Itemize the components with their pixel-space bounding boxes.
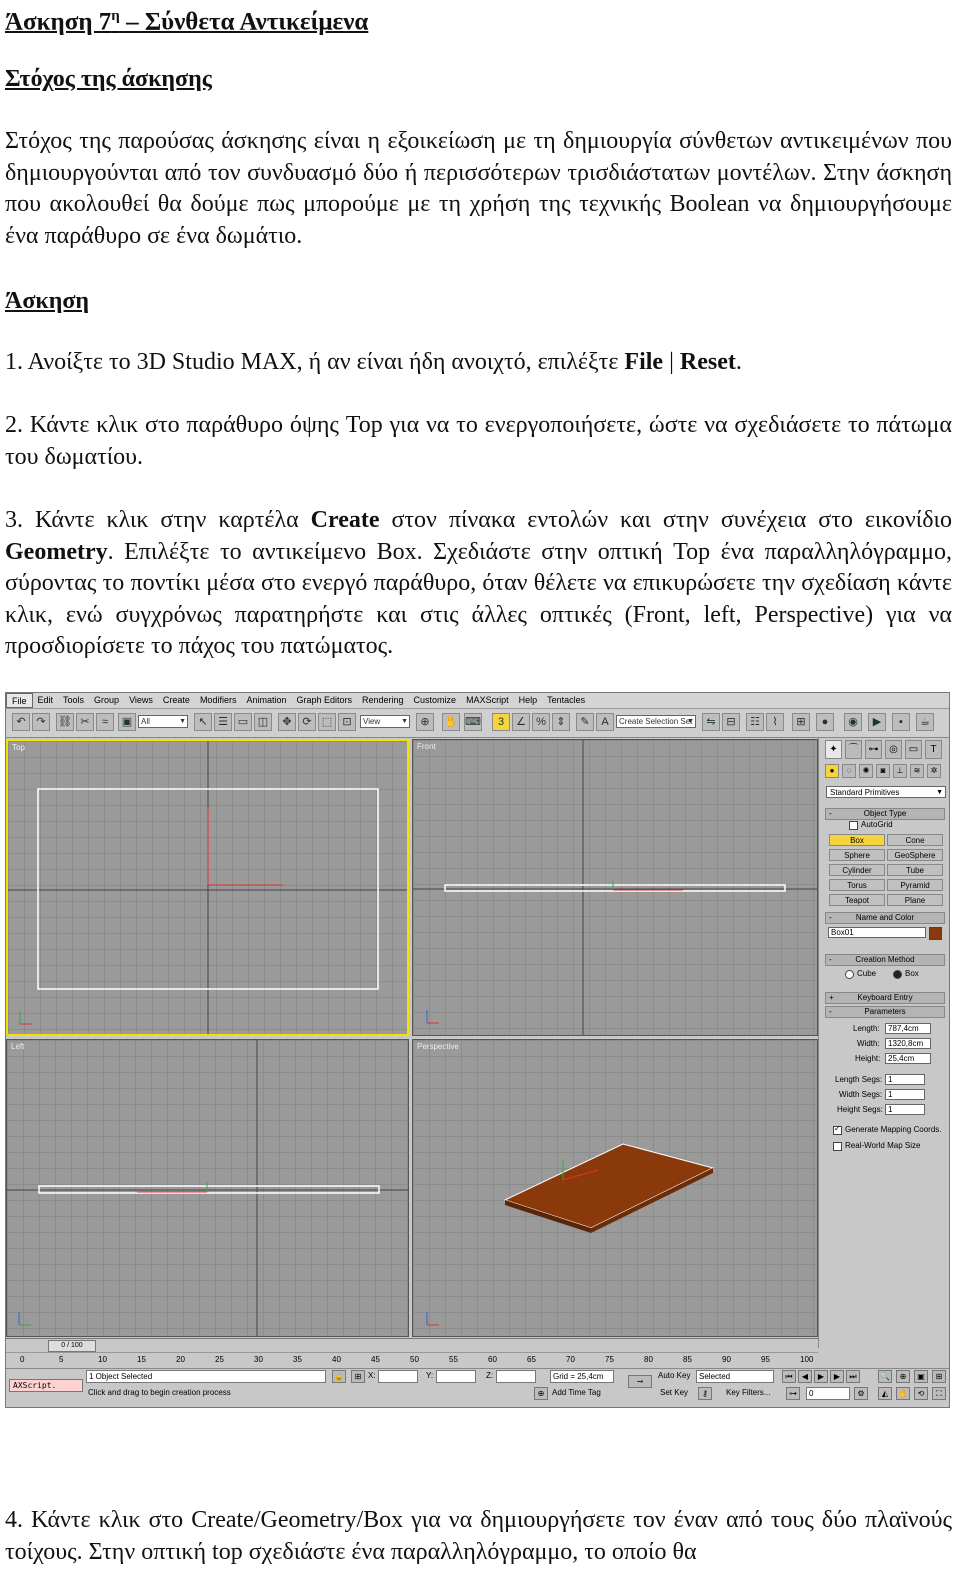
rotate-icon[interactable]: ⟳ bbox=[298, 713, 316, 731]
time-config-icon[interactable]: ⚙ bbox=[854, 1387, 868, 1400]
current-frame-field[interactable]: 0 bbox=[806, 1387, 850, 1400]
track-tick-25: 25 bbox=[215, 1355, 224, 1364]
parameters-label: Parameters bbox=[864, 1007, 906, 1016]
percent-snap-icon[interactable]: % bbox=[532, 713, 550, 731]
auto-key-label[interactable]: Auto Key bbox=[658, 1371, 691, 1380]
viewport-perspective-label: Perspective bbox=[417, 1042, 459, 1051]
cone-button[interactable]: Cone bbox=[887, 834, 943, 846]
add-time-tag-icon[interactable]: ⊕ bbox=[534, 1387, 548, 1400]
width-label: Width: bbox=[857, 1039, 880, 1048]
track-tick-20: 20 bbox=[176, 1355, 185, 1364]
command-panel-tabs bbox=[825, 740, 942, 762]
track-tick-100: 100 bbox=[800, 1355, 814, 1364]
transform-mode-icon[interactable]: ⊞ bbox=[351, 1370, 365, 1383]
grid-size-readout: Grid = 25,4cm bbox=[550, 1370, 614, 1383]
name-color-label: Name and Color bbox=[855, 913, 915, 922]
set-key-mode-icon[interactable]: ⊸ bbox=[628, 1375, 652, 1388]
lock-selection-icon[interactable]: 🔒 bbox=[332, 1370, 346, 1383]
track-tick-70: 70 bbox=[566, 1355, 575, 1364]
command-panel bbox=[818, 738, 950, 1348]
track-tick-95: 95 bbox=[761, 1355, 770, 1364]
primitive-category-dropdown[interactable]: Standard Primitives ▼ bbox=[826, 786, 946, 798]
viewport-left-drawing bbox=[7, 1040, 409, 1337]
render-scene-icon[interactable]: ◉ bbox=[844, 713, 862, 731]
z-label: Z: bbox=[486, 1371, 494, 1380]
select-object-icon[interactable]: ↖ bbox=[194, 713, 212, 731]
step-1-text: 1. Ανοίξτε το 3D Studio MAX, ή αν είναι ήδη ανοιχτό, επιλέξτε bbox=[5, 349, 625, 375]
sphere-button[interactable]: Sphere bbox=[829, 849, 885, 861]
pan-icon[interactable]: ✋ bbox=[896, 1387, 910, 1400]
max-screenshot bbox=[5, 692, 950, 1408]
z-coordinate-field[interactable] bbox=[496, 1370, 536, 1383]
lights-icon[interactable]: ✺ bbox=[859, 764, 873, 778]
menu-help[interactable]: Help bbox=[518, 695, 538, 705]
maxscript-listener[interactable]: AXScript. bbox=[9, 1379, 83, 1392]
viewport-top-drawing bbox=[8, 741, 409, 1036]
menu-create[interactable]: Create bbox=[162, 695, 190, 705]
real-world-label: Real-World Map Size bbox=[845, 1141, 921, 1150]
selection-filter-dropdown[interactable]: All ▼ bbox=[138, 715, 188, 728]
height-segs-label: Height Segs: bbox=[837, 1105, 883, 1114]
track-tick-55: 55 bbox=[449, 1355, 458, 1364]
create-category-icons bbox=[825, 764, 941, 778]
display-tab-icon[interactable]: ▭ bbox=[905, 740, 922, 759]
motion-tab-icon[interactable]: ◎ bbox=[885, 740, 902, 759]
menu-bar bbox=[6, 693, 949, 709]
zoom-extents-all-icon[interactable]: ⊞ bbox=[932, 1370, 946, 1383]
viewport-left-label: Left bbox=[11, 1042, 25, 1051]
autogrid-label: AutoGrid bbox=[861, 820, 893, 829]
exercise-heading: Άσκηση bbox=[5, 288, 90, 314]
keyboard-entry-rollout[interactable]: + Keyboard Entry bbox=[825, 992, 945, 1004]
play-icon[interactable]: ▶ bbox=[814, 1370, 828, 1383]
track-tick-85: 85 bbox=[683, 1355, 692, 1364]
name-color-rollout[interactable]: - Name and Color bbox=[825, 912, 945, 924]
track-tick-75: 75 bbox=[605, 1355, 614, 1364]
menu-maxscript[interactable]: MAXScript bbox=[466, 695, 509, 705]
title-superscript: η bbox=[111, 8, 120, 24]
spinner-snap-icon[interactable]: ⇕ bbox=[552, 713, 570, 731]
field-of-view-icon[interactable]: ◭ bbox=[878, 1387, 892, 1400]
height-field[interactable]: 25,4cm bbox=[885, 1053, 931, 1064]
track-tick-35: 35 bbox=[293, 1355, 302, 1364]
move-icon[interactable]: ✥ bbox=[278, 713, 296, 731]
real-world-checkbox[interactable] bbox=[833, 1142, 842, 1151]
length-label: Length: bbox=[853, 1024, 880, 1033]
menu-graph-editors[interactable]: Graph Editors bbox=[296, 695, 353, 705]
step-2: 2. Κάντε κλικ στο παράθυρο όψης Top για να το ενεργοποιήσετε, ώστε να σχεδιάσετε το πάτωμα του δωματίου. bbox=[5, 412, 952, 470]
layer-manager-icon[interactable]: ☷ bbox=[746, 713, 764, 731]
abc-icon[interactable]: A bbox=[596, 713, 614, 731]
viewport-perspective-drawing bbox=[413, 1040, 818, 1337]
modify-tab-icon[interactable]: ⌒ bbox=[845, 740, 862, 759]
menu-file[interactable]: File bbox=[6, 693, 33, 708]
geometry-icon[interactable]: ● bbox=[825, 764, 839, 778]
named-selection-dropdown[interactable]: Create Selection Set ▼ bbox=[616, 715, 696, 728]
tube-button[interactable]: Tube bbox=[887, 864, 943, 876]
x-coordinate-field[interactable] bbox=[378, 1370, 418, 1383]
prev-frame-icon[interactable]: ◀ bbox=[798, 1370, 812, 1383]
menu-modifiers[interactable]: Modifiers bbox=[199, 695, 237, 705]
link-icon[interactable]: ⛓ bbox=[56, 713, 74, 731]
viewport-top[interactable] bbox=[6, 739, 409, 1036]
y-coordinate-field[interactable] bbox=[436, 1370, 476, 1383]
viewport-top-label: Top bbox=[12, 743, 25, 752]
add-time-tag-label[interactable]: Add Time Tag bbox=[552, 1388, 601, 1397]
track-tick-40: 40 bbox=[332, 1355, 341, 1364]
viewport-front-label: Front bbox=[417, 742, 436, 751]
viewport-left[interactable] bbox=[6, 1039, 409, 1337]
bind-space-warp-icon[interactable]: ≈ bbox=[96, 713, 114, 731]
zoom-extents-icon[interactable]: ▣ bbox=[914, 1370, 928, 1383]
width-field[interactable]: 1320,8cm bbox=[885, 1038, 931, 1049]
unlink-icon[interactable]: ✂ bbox=[76, 713, 94, 731]
document-title bbox=[5, 0, 368, 38]
prompt-line: Click and drag to begin creation process bbox=[88, 1388, 231, 1397]
track-tick-65: 65 bbox=[527, 1355, 536, 1364]
width-segs-field[interactable]: 1 bbox=[885, 1089, 925, 1100]
viewport-perspective[interactable] bbox=[412, 1039, 818, 1337]
generate-mapping-label: Generate Mapping Coords. bbox=[845, 1125, 942, 1134]
track-tick-30: 30 bbox=[254, 1355, 263, 1364]
viewport-front-drawing bbox=[413, 740, 818, 1036]
select-icon[interactable]: ▣ bbox=[118, 713, 136, 731]
maximize-viewport-icon[interactable]: ⛶ bbox=[932, 1387, 946, 1400]
utilities-tab-icon[interactable]: T bbox=[925, 740, 942, 759]
goto-start-icon[interactable]: ⏮ bbox=[782, 1370, 796, 1383]
title-rest: – Σύνθετα Αντικείμενα bbox=[119, 8, 369, 36]
width-segs-label: Width Segs: bbox=[839, 1090, 883, 1099]
key-filters-label[interactable]: Key Filters... bbox=[726, 1388, 771, 1397]
goto-end-icon[interactable]: ⏭ bbox=[846, 1370, 860, 1383]
set-key-icon[interactable]: ⚷ bbox=[698, 1387, 712, 1400]
cameras-icon[interactable]: ◙ bbox=[876, 764, 890, 778]
render-frame-icon[interactable]: ▪ bbox=[892, 713, 910, 731]
menu-tools[interactable]: Tools bbox=[63, 695, 85, 705]
set-key-label[interactable]: Set Key bbox=[660, 1388, 689, 1397]
object-name-field[interactable]: Box01 bbox=[828, 927, 926, 938]
keyboard-entry-label: Keyboard Entry bbox=[857, 993, 913, 1002]
menu-group[interactable]: Group bbox=[94, 695, 120, 705]
track-tick-60: 60 bbox=[488, 1355, 497, 1364]
step-1-file: File bbox=[624, 349, 664, 375]
rect-selection-icon[interactable]: ▭ bbox=[234, 713, 252, 731]
creation-method-rollout[interactable]: - Creation Method bbox=[825, 954, 945, 966]
curve-editor-icon[interactable]: ⌇ bbox=[766, 713, 784, 731]
step-3 bbox=[5, 505, 952, 663]
keyboard-shortcut-icon[interactable]: ⌨ bbox=[464, 713, 482, 731]
mirror-icon[interactable]: ⇋ bbox=[702, 713, 720, 731]
track-tick-50: 50 bbox=[410, 1355, 419, 1364]
teapot-button[interactable]: Teapot bbox=[829, 894, 885, 906]
main-toolbar bbox=[6, 709, 949, 738]
menu-tentacles[interactable]: Tentacles bbox=[547, 695, 586, 705]
menu-animation[interactable]: Animation bbox=[246, 695, 287, 705]
track-tick-10: 10 bbox=[98, 1355, 107, 1364]
scale-icon[interactable]: ⬚ bbox=[318, 713, 336, 731]
quick-render-icon[interactable]: ▶ bbox=[868, 713, 886, 731]
systems-icon[interactable]: ✲ bbox=[927, 764, 941, 778]
parameters-rollout[interactable]: - Parameters bbox=[825, 1006, 945, 1018]
generate-mapping-checkbox[interactable] bbox=[833, 1126, 842, 1135]
window-crossing-icon[interactable]: ◫ bbox=[254, 713, 272, 731]
pyramid-button[interactable]: Pyramid bbox=[887, 879, 943, 891]
hierarchy-tab-icon[interactable]: ⊶ bbox=[865, 740, 882, 759]
edit-named-sel-icon[interactable]: ✎ bbox=[576, 713, 594, 731]
menu-views[interactable]: Views bbox=[129, 695, 153, 705]
squash-icon[interactable]: ⊡ bbox=[338, 713, 356, 731]
box-radio[interactable] bbox=[893, 970, 902, 979]
x-label: X: bbox=[368, 1371, 376, 1380]
track-bar[interactable] bbox=[6, 1352, 818, 1367]
viewport-front[interactable] bbox=[412, 739, 818, 1036]
goal-paragraph: Στόχος της παρούσας άσκησης είναι η εξοικείωση με τη δημιουργία σύνθετων αντικειμένων που δημιουργούνται από τον συνδυασμό δύο ή περισσότερων τρισδιάστατων μοντέλων. Στην άσκηση που ακολουθεί θα δούμε πως μπορούμε με τη χρήση της τεχνικής Boolean να δημιουργήσουμε ένα παράθυρο σε ένα δωμάτιο. bbox=[5, 128, 952, 249]
object-color-swatch[interactable] bbox=[929, 927, 942, 940]
schematic-icon[interactable]: ⊞ bbox=[792, 713, 810, 731]
material-editor-icon[interactable]: ● bbox=[816, 713, 834, 731]
status-bar bbox=[6, 1368, 950, 1408]
zoom-icon[interactable]: 🔍 bbox=[878, 1370, 892, 1383]
step-3-create: Create bbox=[310, 507, 380, 533]
selected-dropdown[interactable]: Selected bbox=[696, 1370, 774, 1383]
reference-coord-dropdown[interactable]: View ▼ bbox=[360, 715, 410, 728]
creation-method-label: Creation Method bbox=[855, 955, 915, 964]
length-segs-field[interactable]: 1 bbox=[885, 1074, 925, 1085]
shapes-icon[interactable]: ◌ bbox=[842, 764, 856, 778]
step-3-text-c: στον πίνακα εντολών και στην συνέχεια στο εικονίδιο bbox=[379, 507, 952, 533]
create-tab-icon[interactable]: ✦ bbox=[825, 740, 842, 759]
teapot-icon[interactable]: ☕ bbox=[916, 713, 934, 731]
align-icon[interactable]: ⊟ bbox=[722, 713, 740, 731]
spacewarps-icon[interactable]: ≋ bbox=[910, 764, 924, 778]
menu-rendering[interactable]: Rendering bbox=[362, 695, 404, 705]
cylinder-button[interactable]: Cylinder bbox=[829, 864, 885, 876]
select-manipulate-icon[interactable]: ✋ bbox=[442, 713, 460, 731]
length-field[interactable]: 787,4cm bbox=[885, 1023, 931, 1034]
torus-button[interactable]: Torus bbox=[829, 879, 885, 891]
step-3-geometry: Geometry bbox=[5, 538, 108, 565]
angle-snap-icon[interactable]: ∠ bbox=[512, 713, 530, 731]
track-tick-45: 45 bbox=[371, 1355, 380, 1364]
step-1 bbox=[5, 347, 952, 379]
box-label: Box bbox=[905, 969, 919, 978]
plane-button[interactable]: Plane bbox=[887, 894, 943, 906]
object-type-rollout[interactable]: - Object Type bbox=[825, 808, 945, 820]
object-type-label: Object Type bbox=[863, 809, 907, 818]
goal-heading: Στόχος της άσκησης bbox=[5, 66, 212, 92]
step-3-text-a: 3. Κάντε κλικ στην καρτέλα bbox=[5, 507, 311, 533]
track-tick-15: 15 bbox=[137, 1355, 146, 1364]
step-1-reset: Reset bbox=[679, 349, 736, 375]
redo-icon[interactable]: ↷ bbox=[32, 713, 50, 731]
height-segs-field[interactable]: 1 bbox=[885, 1104, 925, 1115]
track-tick-90: 90 bbox=[722, 1355, 731, 1364]
pivot-icon[interactable]: ⊕ bbox=[416, 713, 434, 731]
orbit-icon[interactable]: ⟲ bbox=[914, 1387, 928, 1400]
track-tick-5: 5 bbox=[59, 1355, 64, 1364]
step-4: 4. Κάντε κλικ στο Create/Geometry/Box για να δημιουργήσετε τον έναν από τους δύο πλαϊνούς τοίχους. Στην οπτική top σχεδιάστε ένα παραλληλόγραμμο, το οποίο θα bbox=[5, 1507, 952, 1565]
autogrid-checkbox[interactable] bbox=[849, 821, 858, 830]
undo-icon[interactable]: ↶ bbox=[12, 713, 30, 731]
key-mode-icon[interactable]: ⊶ bbox=[786, 1387, 800, 1400]
helpers-icon[interactable]: ⊥ bbox=[893, 764, 907, 778]
length-segs-label: Length Segs: bbox=[835, 1075, 883, 1084]
select-by-name-icon[interactable]: ☰ bbox=[214, 713, 232, 731]
y-label: Y: bbox=[426, 1371, 434, 1380]
track-tick-0: 0 bbox=[20, 1355, 25, 1364]
time-slider[interactable] bbox=[6, 1338, 818, 1352]
time-slider-thumb[interactable]: 0 / 100 bbox=[48, 1340, 96, 1352]
box-button[interactable]: Box bbox=[829, 834, 885, 846]
height-label: Height: bbox=[855, 1054, 881, 1063]
selection-status: 1 Object Selected bbox=[86, 1370, 326, 1383]
step-1-sep: | bbox=[663, 349, 680, 375]
cube-radio[interactable] bbox=[845, 970, 854, 979]
menu-edit[interactable]: Edit bbox=[37, 695, 54, 705]
step-3-text-e: . Επιλέξτε το αντικείμενο Box. Σχεδιάστε στην οπτική Top ένα παραλληλόγραμμο, σύροντας το ποντίκι μέσα στο ενεργό παράθυρο, όταν θέλετε να επικυρώσετε την σχεδίαση κάντε κλικ, ενώ συγχρόνως παρατηρήστε και στις άλλες οπτικές (Front, left, Perspective) για να προσδιορίσετε το πάχος του πατώματος. bbox=[5, 538, 952, 659]
step-1-end: . bbox=[735, 349, 742, 375]
menu-customize[interactable]: Customize bbox=[413, 695, 457, 705]
next-frame-icon[interactable]: ▶ bbox=[830, 1370, 844, 1383]
cube-label: Cube bbox=[857, 969, 877, 978]
geosphere-button[interactable]: GeoSphere bbox=[887, 849, 943, 861]
zoom-all-icon[interactable]: ⊕ bbox=[896, 1370, 910, 1383]
title-main: Άσκηση 7 bbox=[5, 8, 112, 36]
snap-toggle-icon[interactable]: 3 bbox=[492, 713, 510, 731]
track-tick-80: 80 bbox=[644, 1355, 653, 1364]
